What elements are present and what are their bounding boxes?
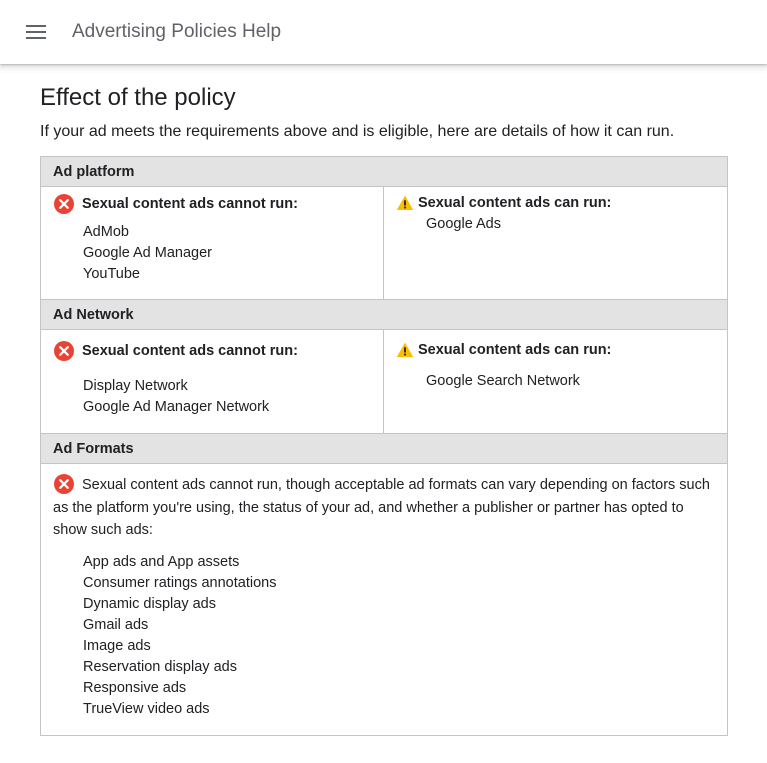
list-item: AdMob — [83, 224, 129, 240]
platform-can-list — [396, 214, 715, 235]
main-content — [40, 64, 727, 736]
list-item: App ads and App assets — [83, 553, 240, 570]
platform-cannot-cell — [41, 187, 384, 300]
list-item: Google Ads — [426, 216, 501, 232]
platform-can-title: Sexual content ads can run: — [418, 195, 612, 211]
top-app-bar — [0, 0, 767, 64]
list-item: Reservation display ads — [83, 658, 237, 675]
list-item: Google Ad Manager Network — [83, 399, 270, 415]
list-item: Gmail ads — [83, 616, 149, 633]
ad-formats-header: Ad Formats — [41, 434, 728, 464]
warning-icon — [396, 341, 414, 359]
list-item: Responsive ads — [83, 679, 187, 696]
network-can-title: Sexual content ads can run: — [418, 342, 612, 358]
platform-cannot-title-row — [53, 193, 371, 215]
list-item: Google Ad Manager — [83, 245, 212, 261]
network-cannot-title: Sexual content ads cannot run: — [82, 343, 298, 359]
list-item: TrueView video ads — [83, 700, 210, 717]
error-icon — [53, 340, 75, 362]
formats-list — [53, 552, 715, 720]
app-title[interactable]: Advertising Policies Help — [72, 21, 282, 42]
ad-platform-header: Ad platform — [41, 157, 728, 187]
list-item: Display Network — [83, 378, 188, 394]
list-item: Consumer ratings annotations — [83, 574, 277, 591]
list-item: Image ads — [83, 637, 151, 654]
platform-cannot-title: Sexual content ads cannot run: — [82, 196, 298, 212]
warning-icon — [396, 194, 414, 212]
network-cannot-cell — [41, 330, 384, 434]
list-item: Google Search Network — [426, 373, 580, 389]
page-heading: Effect of the policy — [40, 84, 236, 111]
network-can-list — [396, 371, 715, 392]
formats-description: Sexual content ads cannot run, though acceptable ad formats can vary depending on factors such as the platform you're using, the status of your ad, and whether a publisher or partner has opted to show such ads: — [53, 477, 710, 538]
platform-can-title-row — [396, 193, 715, 213]
ad-network-header: Ad Network — [41, 300, 728, 330]
intro-text: If your ad meets the requirements above and is eligible, here are details of how it can run. — [40, 123, 675, 140]
hamburger-menu-icon[interactable] — [20, 16, 52, 48]
network-can-cell — [384, 330, 728, 434]
list-item: YouTube — [83, 266, 140, 282]
error-icon — [53, 473, 75, 495]
policy-table — [40, 156, 728, 736]
list-item: Dynamic display ads — [83, 595, 216, 612]
network-cannot-list — [53, 376, 371, 418]
formats-description-row — [53, 473, 715, 542]
platform-can-cell — [384, 187, 728, 300]
error-icon — [53, 193, 75, 215]
platform-cannot-list — [53, 222, 371, 285]
network-cannot-title-row — [53, 340, 371, 362]
formats-cell — [41, 464, 728, 736]
network-can-title-row — [396, 340, 715, 360]
